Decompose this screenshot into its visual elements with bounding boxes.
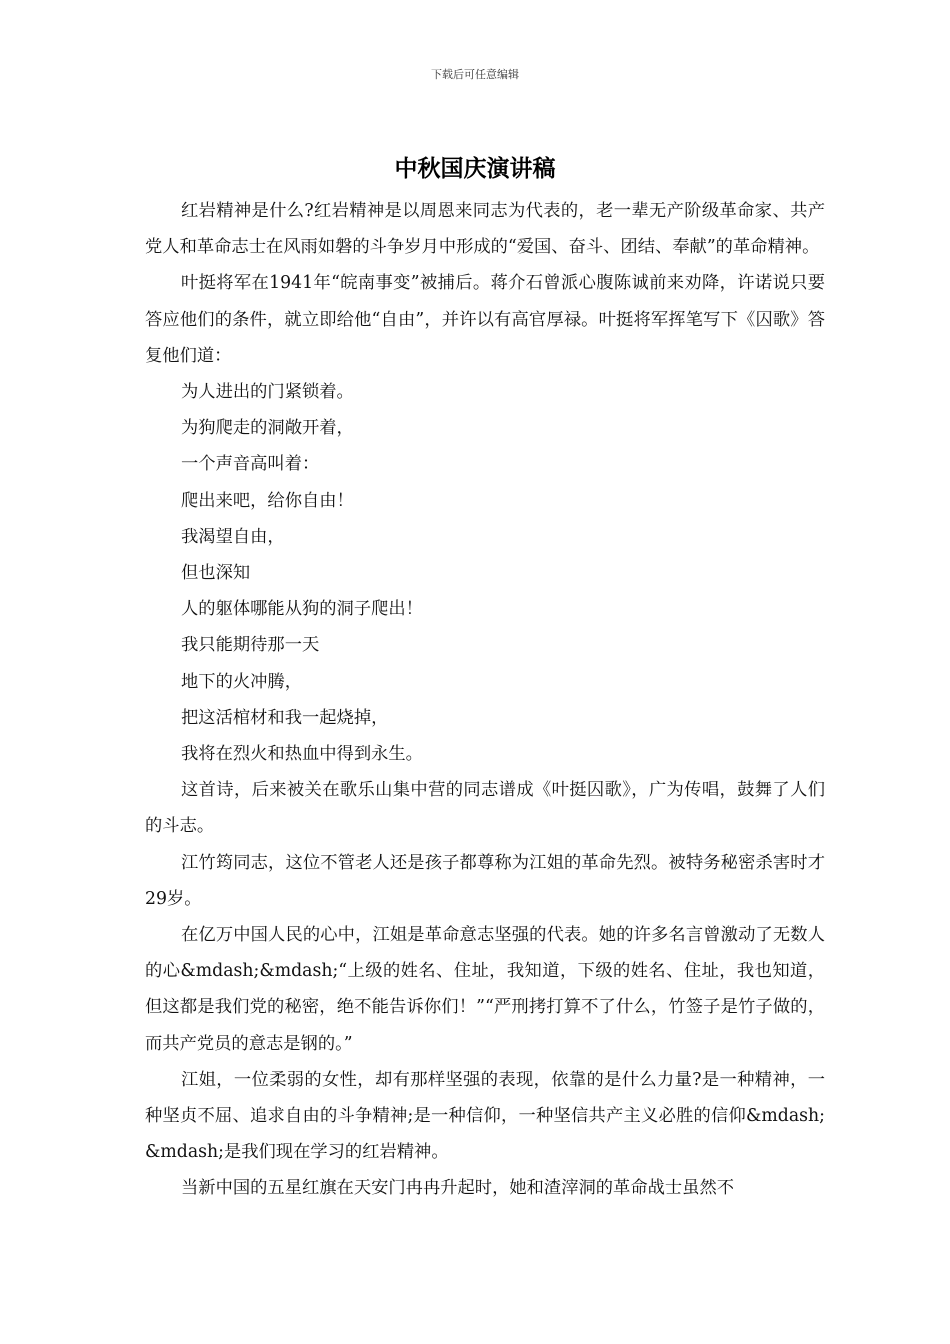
paragraph: 叶挺将军在1941年“皖南事变”被捕后。蒋介石曾派心腹陈诚前来劝降，许诺说只要答应他们的条件，就立即给他“自由”，并许以有高官厚禄。叶挺将军挥笔写下《囚歌》答复他们道： xyxy=(145,273,825,366)
paragraph: 江竹筠同志，这位不管老人还是孩子都尊称为江姐的革命先烈。被特务秘密杀害时才29岁。 xyxy=(145,852,825,909)
poem-line: 为狗爬走的洞敞开着， xyxy=(181,418,354,439)
poem-line: 但也深知 xyxy=(181,563,251,584)
poem-line: 人的躯体哪能从狗的洞子爬出！ xyxy=(181,599,423,620)
paragraph: 这首诗，后来被关在歌乐山集中营的同志谱成《叶挺囚歌》，广为传唱，鼓舞了人们的斗志。 xyxy=(145,780,825,837)
document-title: 中秋国庆演讲稿 xyxy=(394,156,556,182)
paragraph: 江姐，一位柔弱的女性，却有那样坚强的表现，依靠的是什么力量?是一种精神，一种坚贞不屈、追求自由的斗争精神;是一种信仰，一种坚信共产主义必胜的信仰&mdash;&mdash;是我们现在学习的红岩精神。 xyxy=(145,1069,825,1163)
poem-line: 我将在烈火和热血中得到永生。 xyxy=(181,744,423,765)
paragraph: 在亿万中国人民的心中，江姐是革命意志坚强的代表。她的许多名言曾激动了无数人的心&mdash;&mdash;“上级的姓名、住址，我知道，下级的姓名、住址，我也知道，但这都是我们党的秘密，绝不能告诉你们！”“严刑拷打算不了什么，竹签子是竹子做的，而共产党员的意志是钢的。” xyxy=(145,925,825,1054)
poem-line: 我渴望自由， xyxy=(181,526,285,547)
poem xyxy=(145,374,825,772)
poem-line: 把这活棺材和我一起烧掉， xyxy=(181,707,389,728)
paragraph: 红岩精神是什么?红岩精神是以周恩来同志为代表的，老一辈无产阶级革命家、共产党人和革命志士在风雨如磐的斗争岁月中形成的“爱国、奋斗、团结、奉献”的革命精神。 xyxy=(145,201,825,258)
poem-line: 爬出来吧，给你自由！ xyxy=(181,490,354,511)
paragraph: 当新中国的五星红旗在天安门冉冉升起时，她和渣滓洞的革命战士虽然不 xyxy=(181,1178,735,1199)
poem-line: 一个声音高叫着： xyxy=(181,454,320,475)
document-body xyxy=(145,193,825,1207)
poem-line: 地下的火冲腾， xyxy=(181,671,302,692)
header-note: 下载后可任意编辑 xyxy=(431,68,519,81)
poem-line: 我只能期待那一天 xyxy=(181,635,320,656)
poem-line: 为人进出的门紧锁着。 xyxy=(181,382,354,403)
